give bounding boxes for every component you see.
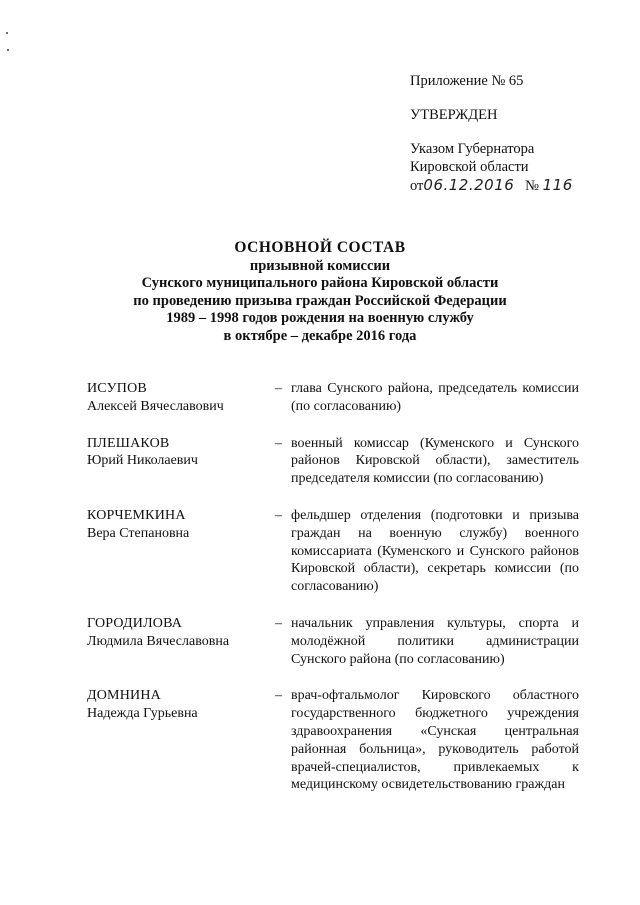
member-name [87,687,275,794]
member-entry [87,687,579,794]
scan-artifact [6,32,12,52]
decree-line-1: Указом Губернатора [410,141,535,157]
decree-line-2: Кировской области [410,159,529,175]
date-prefix: от [410,178,424,194]
title-line: 1989 – 1998 годов рождения на военную службу [166,310,474,327]
dash-separator: – [275,435,282,451]
dash-separator: – [275,507,282,523]
approved-label: УТВЕРЖДЕН [410,107,498,123]
member-surname: ГОРОДИЛОВА [87,615,183,631]
member-given-names: Людмила Вячеславовна [87,633,230,649]
title-main: ОСНОВНОЙ СОСТАВ [234,239,406,256]
dash-separator: – [275,688,282,704]
dash-separator: – [275,381,282,396]
member-name [87,615,275,668]
document-title [0,239,640,346]
member-entry [87,507,579,596]
member-entry [87,380,579,416]
member-surname: ПЛЕШАКОВ [87,435,170,451]
member-role: врач-офтальмолог Кировского областного государственного бюджетного учреждения здравоохранения «Сунская центральная районная больница», руководитель работой врачей-специалистов, привлекаемых к медицинскому освидетельствованию граждан [291,688,579,793]
number-prefix: № [525,178,540,194]
member-given-names: Юрий Николаевич [87,453,198,469]
dash-separator: – [275,615,282,631]
commission-members-list [87,380,579,813]
member-given-names: Надежда Гурьевна [87,706,198,722]
member-role: военный комиссар (Куменского и Сунского районов Кировской области), заместитель председателя комиссии (по согласованию) [291,435,579,487]
title-line: в октябре – декабре 2016 года [223,327,417,344]
member-entry [87,615,579,668]
handwritten-date: 06.12.2016 [423,176,515,194]
member-given-names: Алексей Вячеславович [87,398,224,414]
member-role: фельдшер отделения (подготовки и призыва граждан на военную службу) военного комиссариата (Куменского и Сунского районов Кировской области), секретарь комиссии (по согласованию) [291,507,579,595]
member-role: глава Сунского района, председатель комиссии (по согласованию) [291,381,579,414]
handwritten-number: 116 [542,176,573,194]
title-line: Сунского муниципального района Кировской области [141,275,499,292]
member-name [87,507,275,596]
member-name [87,435,275,488]
approval-block [410,72,630,195]
title-line: по проведению призыва граждан Российской Федерации [133,292,507,309]
appendix-number: Приложение № 65 [410,73,524,89]
member-surname: ИСУПОВ [87,381,147,396]
member-entry [87,435,579,488]
member-role: начальник управления культуры, спорта и молодёжной политики администрации Сунского района (по согласованию) [291,615,579,667]
member-given-names: Вера Степановна [87,525,190,541]
member-name [87,380,275,416]
title-line: призывной комиссии [249,257,391,274]
decree-date-line [410,176,630,195]
member-surname: КОРЧЕМКИНА [87,507,186,523]
member-surname: ДОМНИНА [87,688,161,704]
